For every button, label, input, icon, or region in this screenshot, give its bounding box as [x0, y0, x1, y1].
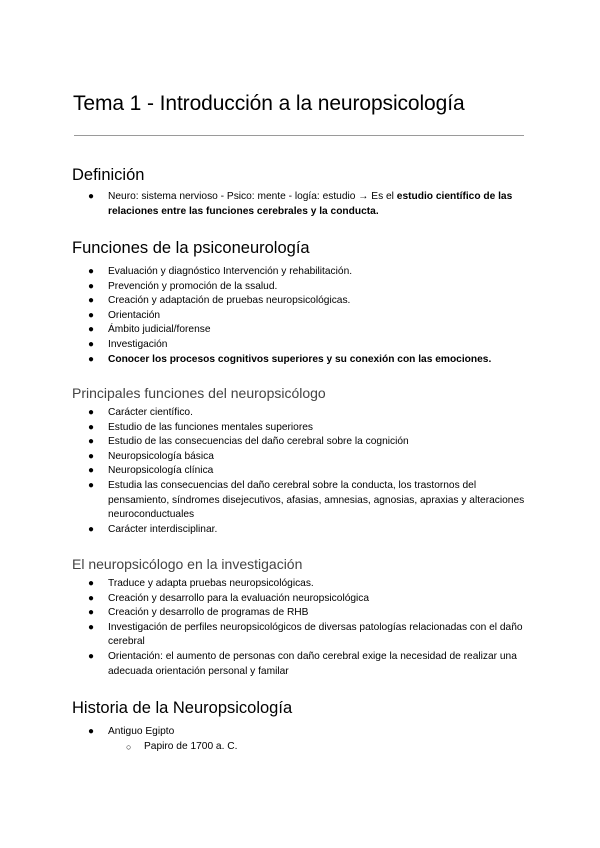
list-item: [0, 523, 600, 538]
list-item: [0, 338, 600, 353]
list-historia: [0, 725, 600, 754]
list-item: [0, 406, 600, 421]
list-item: [0, 606, 600, 621]
bullet: ●: [88, 479, 95, 491]
item-text: Traduce y adapta pruebas neuropsicológicas.: [108, 578, 314, 589]
item-text: Ámbito judicial/forense: [108, 324, 211, 336]
bullet: ●: [88, 578, 95, 589]
bullet: ●: [88, 621, 95, 633]
list-funciones: [0, 265, 600, 367]
bullet: ●: [88, 309, 95, 321]
bullet: ●: [88, 295, 95, 307]
item-text: Prevención y promoción de la ssalud.: [108, 280, 278, 292]
list-item: [0, 323, 600, 338]
bullet: ●: [88, 607, 95, 619]
list-item: [0, 294, 600, 309]
list-item: [0, 421, 600, 436]
list-item: [0, 280, 600, 295]
list-item: [0, 353, 600, 368]
list-investigacion: [0, 577, 600, 679]
list-item: [0, 479, 600, 523]
item-text: Antiguo Egipto: [108, 726, 175, 737]
item-text: Creación y adaptación de pruebas neuropsicológicas.: [108, 295, 351, 307]
bullet: ●: [88, 407, 95, 418]
item-text: Carácter científico.: [108, 407, 193, 418]
bullet: ●: [88, 324, 95, 336]
list-item: [0, 265, 600, 280]
item-text: Estudia las consecuencias del daño cerebral sobre la conducta, los trastornos del pensamiento, síndromes disejecutivos, afasias, amnesias, agnosias, apraxias y alteraciones neuroconductuales: [108, 479, 525, 521]
heading-historia: Historia de la Neuropsicología: [72, 699, 293, 717]
list-item: [0, 577, 600, 592]
definition-text: Neuro: sistema nervioso - Psico: mente - logía: estudio → Es el: [108, 191, 397, 202]
item-text: Neuropsicología clínica: [108, 465, 214, 477]
sub-list-item: [0, 740, 600, 755]
item-text: Carácter interdisciplinar.: [108, 523, 218, 535]
item-text: Investigación de perfiles neuropsicológicos de diversas patologías relacionadas con el daño cerebral: [108, 621, 523, 648]
item-text: Creación y desarrollo de programas de RHB: [108, 607, 309, 619]
list-item: [0, 450, 600, 465]
definition-bold-text: estudio científico de las relaciones entre las funciones cerebrales y la conducta.: [108, 191, 513, 217]
item-text: Conocer los procesos cognitivos superiores y su conexión con las emociones.: [108, 353, 492, 365]
bullet: ●: [88, 650, 95, 662]
title-divider: [74, 135, 524, 136]
bullet: ●: [88, 450, 95, 462]
list-item: [0, 650, 600, 679]
bullet: ●: [88, 465, 95, 477]
item-text: Estudio de las funciones mentales superiores: [108, 421, 313, 433]
item-text: Orientación: el aumento de personas con daño cerebral exige la necesidad de realizar una adecuada orientación personal y familar: [108, 650, 517, 677]
item-text: Estudio de las consecuencias del daño cerebral sobre la cognición: [108, 436, 409, 448]
heading-funciones: Funciones de la psiconeurología: [72, 239, 310, 257]
bullet: ●: [88, 338, 95, 350]
bullet: ●: [88, 436, 95, 448]
list-item: [0, 725, 600, 740]
list-item: [0, 464, 600, 479]
heading-definicion: Definición: [72, 166, 145, 184]
item-text: Evaluación y diagnóstico Intervención y rehabilitación.: [108, 266, 353, 277]
item-text: Orientación: [108, 309, 161, 321]
hollow-bullet: ○: [126, 741, 132, 752]
list-definicion: [0, 190, 600, 219]
item-text: Papiro de 1700 a. C.: [144, 740, 238, 752]
item-text: Neuropsicología básica: [108, 450, 214, 462]
bullet: ●: [88, 266, 95, 277]
bullet: ●: [88, 726, 95, 737]
item-text: Investigación: [108, 338, 168, 350]
bullet: ●: [88, 592, 95, 604]
list-item: [0, 592, 600, 607]
heading-investigacion: El neuropsicólogo en la investigación: [72, 556, 303, 572]
bullet: ●: [88, 421, 95, 433]
heading-principales: Principales funciones del neuropsicólogo: [72, 385, 326, 401]
bullet: ●: [88, 280, 95, 292]
list-item: [0, 190, 600, 219]
item-text: Creación y desarrollo para la evaluación neuropsicológica: [108, 592, 370, 604]
bullet: ●: [88, 523, 95, 535]
bullet: ●: [88, 353, 95, 365]
document-title: Tema 1 - Introducción a la neuropsicología: [73, 92, 465, 115]
list-principales: [0, 406, 600, 537]
list-item: [0, 309, 600, 324]
bullet: ●: [88, 191, 95, 202]
list-item: [0, 621, 600, 650]
list-item: [0, 435, 600, 450]
